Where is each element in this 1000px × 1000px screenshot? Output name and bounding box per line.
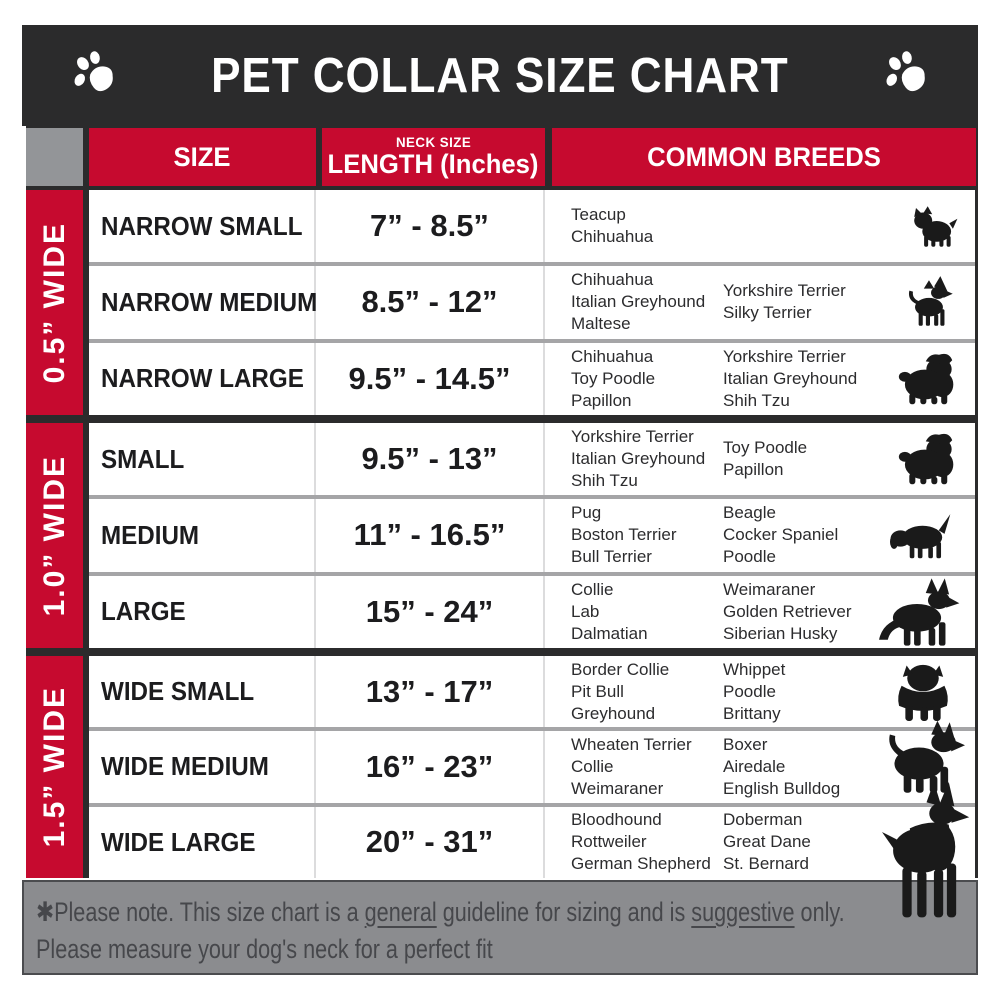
breed-name: Weimaraner: [723, 579, 816, 599]
size-cell-label: WIDE LARGE: [101, 826, 256, 857]
length-cell: 11” - 16.5”: [316, 499, 545, 571]
size-cell-label: NARROW MEDIUM: [101, 286, 318, 317]
breed-name: Beagle: [723, 503, 776, 523]
breeds-cell: [545, 343, 975, 415]
breed-name: Maltese: [571, 314, 631, 334]
breed-name: Papillon: [723, 460, 784, 480]
breed-name: Pit Bull: [571, 681, 624, 701]
size-cell: [89, 266, 316, 338]
header-breeds-label: COMMON BREEDS: [647, 141, 881, 172]
breed-name: Boston Terrier: [571, 525, 677, 545]
breeds-column-1: [571, 659, 723, 725]
breeds-cell: [545, 576, 975, 648]
breed-name: Bloodhound: [571, 810, 662, 830]
band-width-label-text: 1.5” WIDE: [37, 686, 71, 848]
footer-underlined-word: general: [364, 897, 437, 927]
length-cell: 7” - 8.5”: [316, 190, 545, 262]
breed-name: Chihuahua: [571, 227, 654, 247]
size-cell: [89, 190, 316, 262]
breed-name: Chihuahua: [571, 270, 654, 290]
breeds-column-1: [571, 426, 723, 492]
band-rows: [89, 190, 978, 415]
table-row: [89, 727, 975, 802]
breed-name: Toy Poodle: [571, 368, 656, 388]
size-cell-label: WIDE MEDIUM: [101, 751, 269, 782]
size-cell: [89, 423, 316, 495]
breeds-cell: [545, 807, 975, 878]
dog-icon-doberman: [869, 779, 971, 924]
breed-name: English Bulldog: [723, 778, 841, 798]
breeds-column-2: [723, 809, 881, 875]
paw-print-icon: [874, 43, 938, 109]
band-width-label: [26, 190, 83, 415]
breed-name: Silky Terrier: [723, 303, 812, 323]
breed-name: Golden Retriever: [723, 601, 852, 621]
length-cell: 9.5” - 13”: [316, 423, 545, 495]
breed-name: Collie: [571, 756, 614, 776]
dog-icon-beagle: [877, 506, 961, 564]
breed-name: Wheaten Terrier: [571, 734, 692, 754]
breeds-cell: [545, 190, 975, 262]
breed-name: Cocker Spaniel: [723, 525, 839, 545]
table-row: [89, 423, 975, 495]
breeds-column-2: [723, 280, 881, 324]
breed-name: Great Dane: [723, 832, 811, 852]
footer-text: guideline for sizing and is: [436, 897, 692, 927]
breeds-column-2: [723, 346, 881, 412]
table-row: [89, 262, 975, 338]
breeds-cell: [545, 423, 975, 495]
breed-name: Rottweiler: [571, 832, 647, 852]
breed-name: Doberman: [723, 810, 803, 830]
width-band: [26, 190, 978, 415]
table-row: [89, 803, 975, 878]
page-title: PET COLLAR SIZE CHART: [211, 48, 789, 103]
length-cell: 16” - 23”: [316, 731, 545, 802]
breed-name: St. Bernard: [723, 854, 809, 874]
breeds-column-2: [723, 502, 881, 568]
size-cell-label: NARROW LARGE: [101, 363, 304, 394]
breed-name: German Shepherd: [571, 854, 711, 874]
breed-name: Poodle: [723, 547, 776, 567]
breed-name: Bull Terrier: [571, 547, 652, 567]
breeds-column-2: [723, 659, 881, 725]
breeds-column-1: [571, 734, 723, 800]
breed-name: Whippet: [723, 659, 786, 679]
size-cell: [89, 499, 316, 571]
breeds-column-1: [571, 346, 723, 412]
size-cell: [89, 731, 316, 802]
band-width-label: [26, 656, 83, 878]
header-length: [322, 128, 545, 186]
dog-icon-shepherd: [873, 575, 961, 648]
footer-note-line2: Please measure your dog's neck for a perfect fit: [36, 934, 493, 964]
size-cell: [89, 343, 316, 415]
title-bar: [22, 25, 978, 126]
breeds-column-1: [571, 502, 723, 568]
breeds-column-2: [723, 437, 881, 481]
breed-name: Yorkshire Terrier: [571, 427, 694, 447]
length-cell: 15” - 24”: [316, 576, 545, 648]
breed-name: Teacup: [571, 205, 626, 225]
breed-name: Toy Poodle: [723, 438, 808, 458]
band-width-label: [26, 423, 83, 648]
breeds-column-2: [723, 734, 881, 800]
breeds-cell: [545, 266, 975, 338]
breeds-column-1: [571, 579, 723, 645]
length-cell: 9.5” - 14.5”: [316, 343, 545, 415]
size-cell: [89, 656, 316, 727]
breeds-column-1: [571, 809, 723, 875]
breeds-cell: [545, 499, 975, 571]
size-chart-table: [26, 190, 978, 878]
length-cell: 20” - 31”: [316, 807, 545, 878]
table-row: [89, 495, 975, 571]
dog-icon-shihtzu: [895, 351, 961, 406]
breeds-column-2: [723, 579, 881, 645]
band-rows: [89, 423, 978, 648]
breed-name: Lab: [571, 601, 600, 621]
size-cell-label: SMALL: [101, 443, 185, 474]
breed-name: Shih Tzu: [723, 390, 790, 410]
size-cell-label: LARGE: [101, 596, 186, 627]
breed-name: Brittany: [723, 703, 781, 723]
dog-icon-shihtzu: [895, 432, 961, 487]
breed-name: Airedale: [723, 756, 786, 776]
breed-name: Pug: [571, 503, 602, 523]
breeds-column-1: [571, 269, 723, 335]
header-neck-size-label: NECK SIZE: [395, 134, 472, 151]
length-cell: 13” - 17”: [316, 656, 545, 727]
breed-name: Poodle: [723, 681, 776, 701]
band-width-label-text: 0.5” WIDE: [37, 221, 71, 384]
size-cell: [89, 807, 316, 878]
table-header-row: [26, 126, 978, 190]
size-cell: [89, 576, 316, 648]
header-length-label: LENGTH (Inches): [328, 149, 539, 180]
breed-name: Boxer: [723, 734, 768, 754]
band-width-label-text: 1.0” WIDE: [37, 454, 71, 617]
header-corner-cell: [26, 128, 83, 186]
header-size: [89, 128, 316, 186]
breed-name: Greyhound: [571, 703, 656, 723]
breed-name: Papillon: [571, 390, 632, 410]
breed-name: Italian Greyhound: [723, 368, 858, 388]
breed-name: Yorkshire Terrier: [723, 281, 846, 301]
footer-text: only.: [794, 897, 845, 927]
breed-name: Weimaraner: [571, 778, 664, 798]
dog-icon-chihuahua: [899, 276, 961, 328]
header-size-label: SIZE: [173, 141, 231, 172]
band-rows: [89, 656, 978, 878]
breed-name: Italian Greyhound: [571, 449, 706, 469]
footer-underlined-word: suggestive: [691, 897, 795, 927]
breed-name: Collie: [571, 579, 614, 599]
length-cell: 8.5” - 12”: [316, 266, 545, 338]
breed-name: Siberian Husky: [723, 623, 838, 643]
breeds-column-1: [571, 204, 723, 248]
table-row: [89, 339, 975, 415]
width-band: [26, 656, 978, 878]
table-row: [89, 656, 975, 727]
table-row: [89, 572, 975, 648]
breed-name: Italian Greyhound: [571, 292, 706, 312]
breed-name: Border Collie: [571, 659, 670, 679]
breed-name: Dalmatian: [571, 623, 648, 643]
size-cell-label: MEDIUM: [101, 519, 200, 550]
dog-icon-bulldog: [885, 660, 961, 723]
width-band: [26, 423, 978, 648]
band-separator: [26, 648, 978, 656]
band-separator: [26, 415, 978, 423]
header-breeds: [552, 128, 976, 186]
breed-name: Shih Tzu: [571, 471, 638, 491]
paw-print-icon: [62, 43, 126, 109]
table-row: [89, 190, 975, 262]
footer-note: [22, 880, 978, 975]
footer-text: ✱Please note. This size chart is a: [36, 897, 365, 927]
size-cell-label: NARROW SMALL: [101, 210, 303, 241]
breeds-cell: [545, 656, 975, 727]
breed-name: Chihuahua: [571, 346, 654, 366]
dog-icon-yorkie: [907, 204, 961, 249]
breed-name: Yorkshire Terrier: [723, 346, 846, 366]
size-cell-label: WIDE SMALL: [101, 676, 255, 707]
footer-note-line1: [36, 894, 845, 931]
